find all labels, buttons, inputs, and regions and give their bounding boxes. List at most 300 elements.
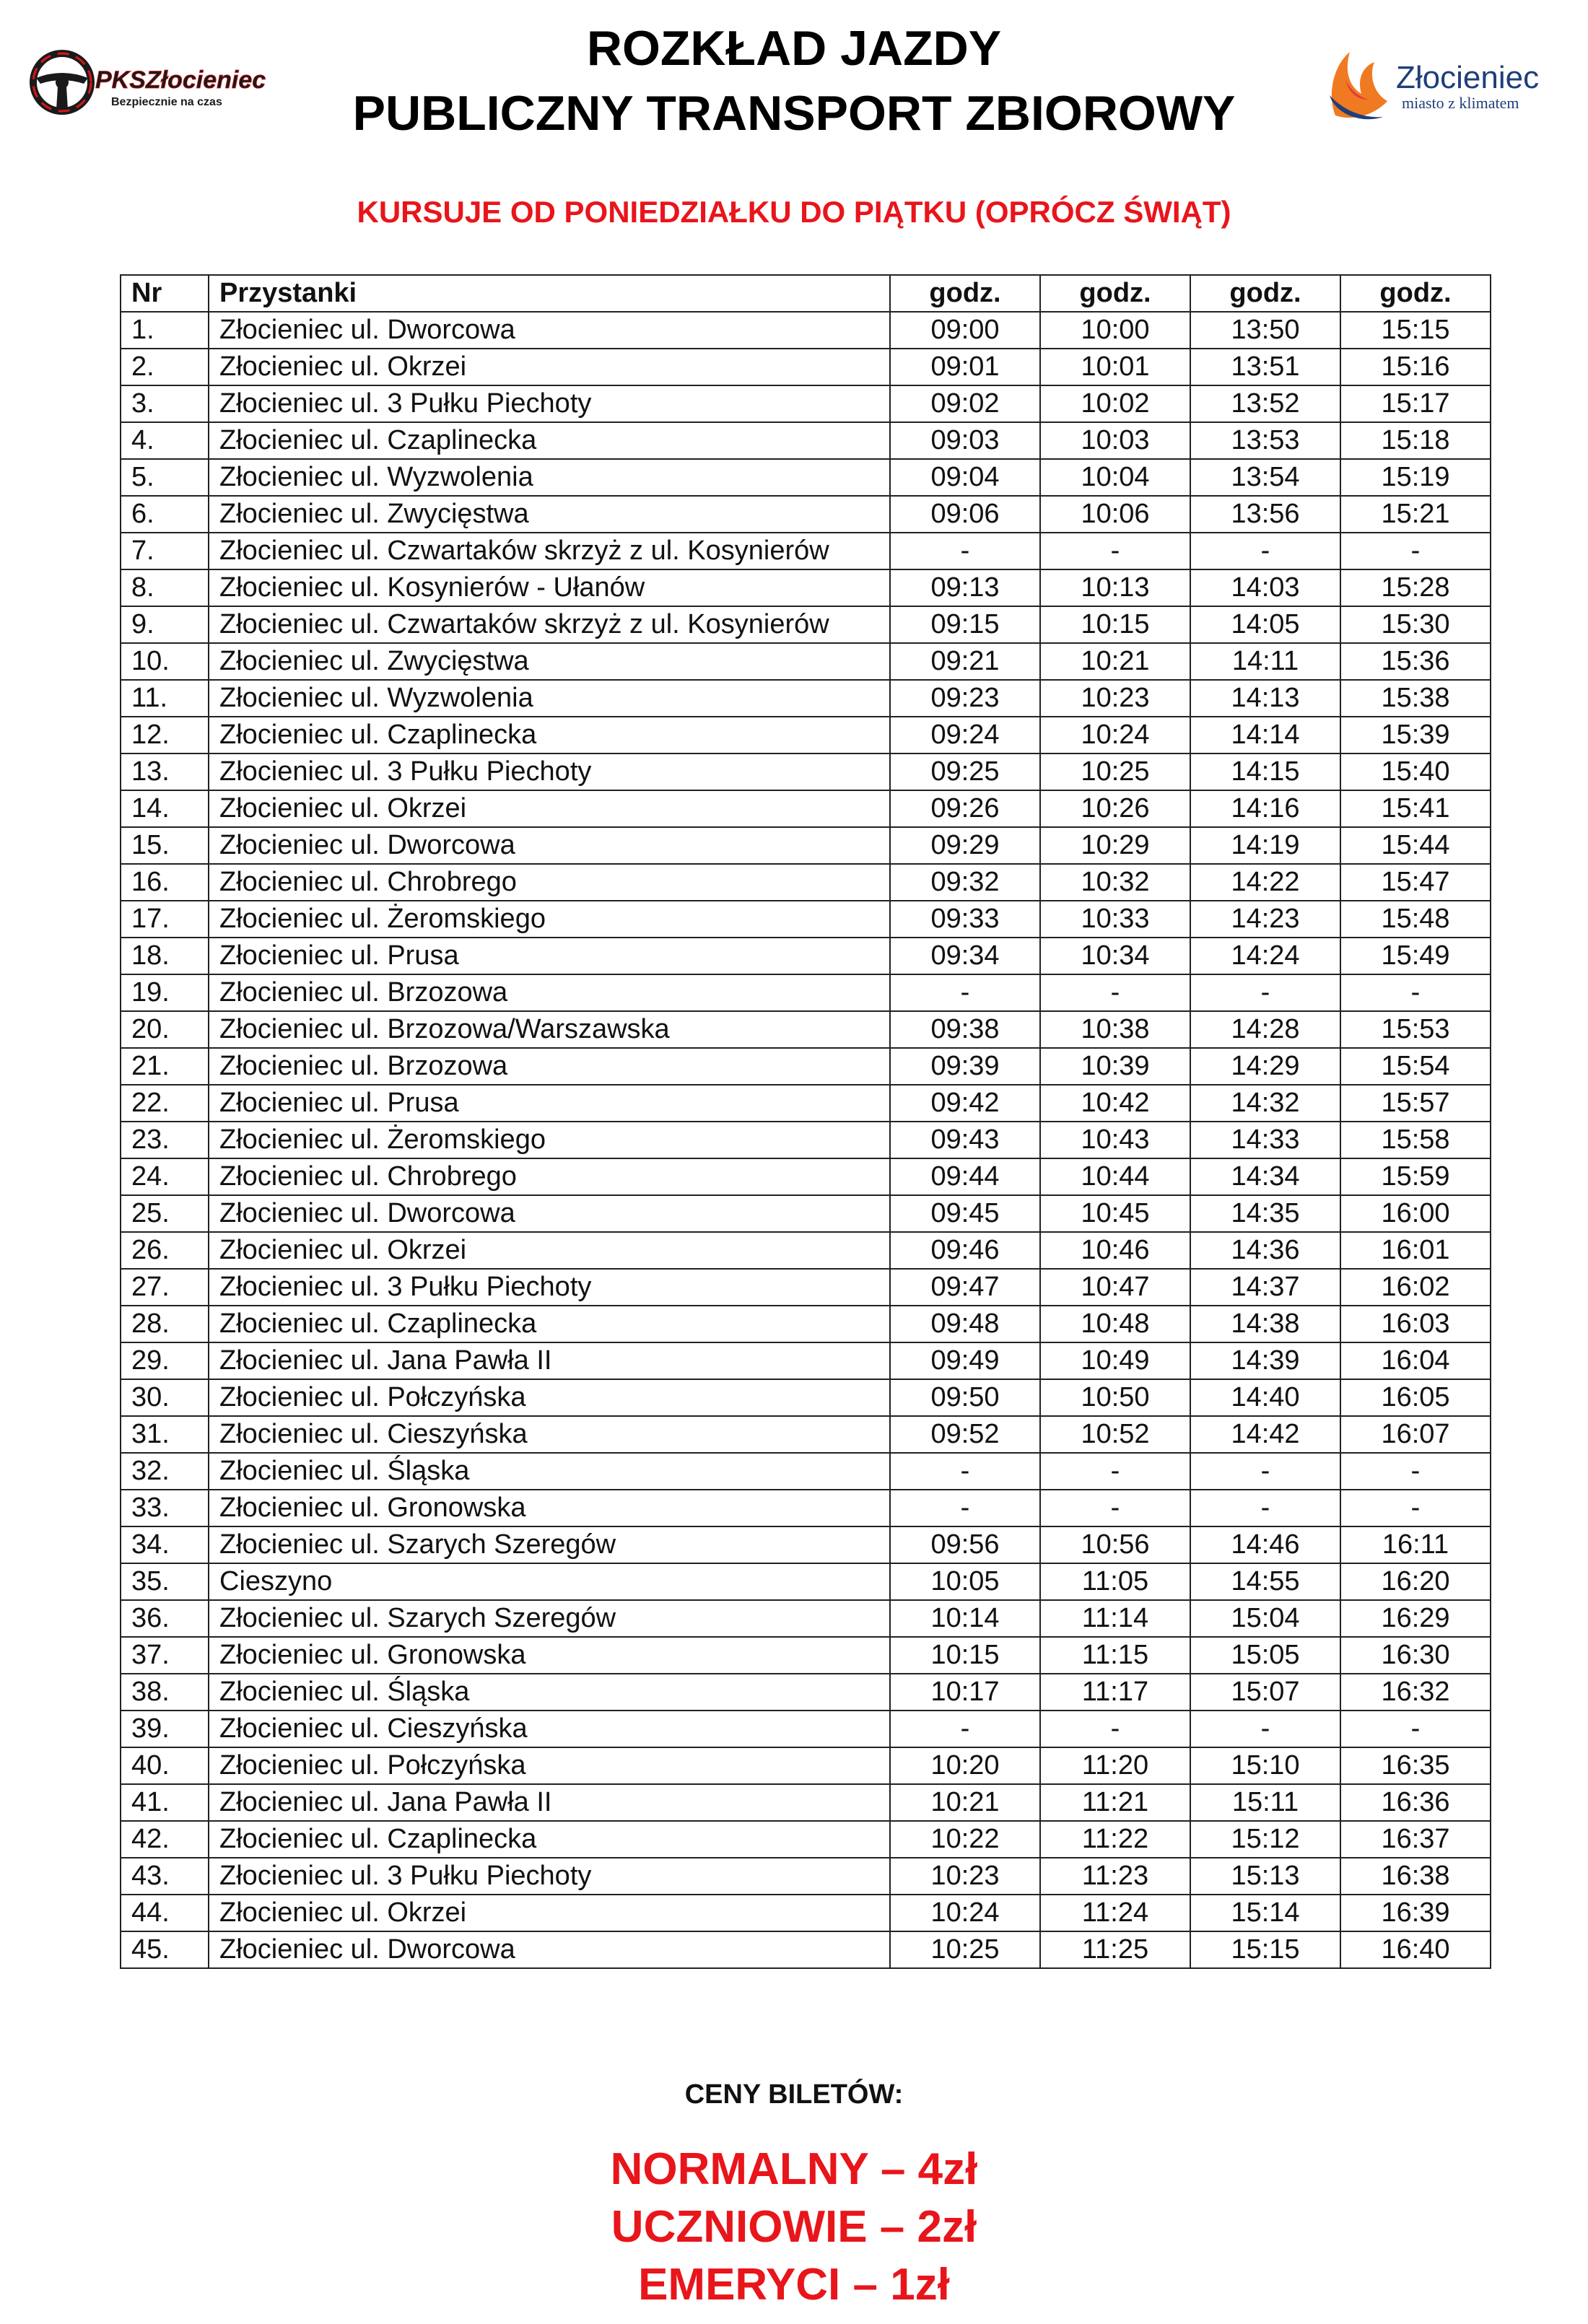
departure-time-3: 14:34	[1190, 1158, 1340, 1195]
departure-time-4: 15:17	[1340, 385, 1491, 422]
table-row	[121, 1711, 1491, 1747]
departure-time-4: 15:21	[1340, 496, 1491, 533]
departure-time-1: 09:43	[890, 1122, 1040, 1158]
row-number: 41.	[121, 1784, 209, 1821]
departure-time-3: 13:51	[1190, 349, 1340, 385]
row-number: 12.	[121, 717, 209, 753]
departure-time-2: 10:56	[1040, 1526, 1190, 1563]
departure-time-2: 10:03	[1040, 422, 1190, 459]
stop-name: Złocieniec ul. Chrobrego	[209, 864, 890, 901]
departure-time-4: 15:41	[1340, 790, 1491, 827]
departure-time-1: 09:33	[890, 901, 1040, 938]
departure-time-3: -	[1190, 533, 1340, 569]
row-number: 28.	[121, 1306, 209, 1342]
departure-time-4: 16:36	[1340, 1784, 1491, 1821]
row-number: 30.	[121, 1379, 209, 1416]
table-row	[121, 349, 1491, 385]
departure-time-1: 09:26	[890, 790, 1040, 827]
pks-logo-slogan: Bezpiecznie na czas	[111, 96, 222, 108]
row-number: 43.	[121, 1858, 209, 1895]
departure-time-4: 15:54	[1340, 1048, 1491, 1085]
row-number: 18.	[121, 938, 209, 974]
row-number: 29.	[121, 1342, 209, 1379]
row-number: 22.	[121, 1085, 209, 1122]
departure-time-1: -	[890, 974, 1040, 1011]
table-row	[121, 606, 1491, 643]
departure-time-3: 15:04	[1190, 1600, 1340, 1637]
table-row	[121, 1269, 1491, 1306]
stop-name: Złocieniec ul. Szarych Szeregów	[209, 1600, 890, 1637]
departure-time-2: -	[1040, 1711, 1190, 1747]
departure-time-4: 15:36	[1340, 643, 1491, 680]
stop-name: Złocieniec ul. Gronowska	[209, 1490, 890, 1526]
table-row	[121, 680, 1491, 717]
row-number: 1.	[121, 312, 209, 349]
table-row	[121, 643, 1491, 680]
departure-time-4: 16:40	[1340, 1931, 1491, 1968]
departure-time-4: 15:44	[1340, 827, 1491, 864]
departure-time-4: 16:29	[1340, 1600, 1491, 1637]
table-row	[121, 1011, 1491, 1048]
row-number: 27.	[121, 1269, 209, 1306]
departure-time-2: 11:25	[1040, 1931, 1190, 1968]
departure-time-4: 15:53	[1340, 1011, 1491, 1048]
departure-time-4: 16:01	[1340, 1232, 1491, 1269]
table-row	[121, 717, 1491, 753]
departure-time-4: 16:04	[1340, 1342, 1491, 1379]
stop-name: Złocieniec ul. Jana Pawła II	[209, 1342, 890, 1379]
row-number: 3.	[121, 385, 209, 422]
stop-name: Złocieniec ul. Połczyńska	[209, 1747, 890, 1784]
departure-time-3: 14:23	[1190, 901, 1340, 938]
stop-name: Złocieniec ul. Prusa	[209, 1085, 890, 1122]
departure-time-3: 15:11	[1190, 1784, 1340, 1821]
departure-time-2: 11:21	[1040, 1784, 1190, 1821]
departure-time-1: 10:15	[890, 1637, 1040, 1674]
departure-time-3: 15:13	[1190, 1858, 1340, 1895]
departure-time-2: 10:26	[1040, 790, 1190, 827]
row-number: 38.	[121, 1674, 209, 1711]
departure-time-2: 10:42	[1040, 1085, 1190, 1122]
row-number: 2.	[121, 349, 209, 385]
page-title-line2: PUBLICZNY TRANSPORT ZBIOROWY	[352, 86, 1236, 141]
departure-time-4: 16:20	[1340, 1563, 1491, 1600]
departure-time-2: 11:20	[1040, 1747, 1190, 1784]
departure-time-4: 15:38	[1340, 680, 1491, 717]
stop-name: Złocieniec ul. Dworcowa	[209, 827, 890, 864]
table-row	[121, 1342, 1491, 1379]
table-row	[121, 1453, 1491, 1490]
departure-time-1: 09:42	[890, 1085, 1040, 1122]
departure-time-3: -	[1190, 1490, 1340, 1526]
table-row	[121, 1158, 1491, 1195]
departure-time-2: -	[1040, 1453, 1190, 1490]
departure-time-1: 10:25	[890, 1931, 1040, 1968]
departure-time-1: 09:04	[890, 459, 1040, 496]
departure-time-3: 14:24	[1190, 938, 1340, 974]
departure-time-3: 13:52	[1190, 385, 1340, 422]
row-number: 16.	[121, 864, 209, 901]
table-row	[121, 1563, 1491, 1600]
departure-time-3: 14:36	[1190, 1232, 1340, 1269]
departure-time-3: 14:14	[1190, 717, 1340, 753]
table-row	[121, 901, 1491, 938]
departure-time-3: 14:55	[1190, 1563, 1340, 1600]
departure-time-1: -	[890, 1711, 1040, 1747]
column-header-nr: Nr	[121, 275, 209, 312]
stop-name: Złocieniec ul. Czaplinecka	[209, 422, 890, 459]
departure-time-2: 10:02	[1040, 385, 1190, 422]
departure-time-1: 09:50	[890, 1379, 1040, 1416]
departure-time-4: 15:57	[1340, 1085, 1491, 1122]
table-row	[121, 312, 1491, 349]
stop-name: Złocieniec ul. Śląska	[209, 1674, 890, 1711]
row-number: 32.	[121, 1453, 209, 1490]
departure-time-4: 16:02	[1340, 1269, 1491, 1306]
stop-name: Złocieniec ul. Dworcowa	[209, 1931, 890, 1968]
table-row	[121, 790, 1491, 827]
stop-name: Złocieniec ul. Czwartaków skrzyż z ul. Kosynierów	[209, 606, 890, 643]
stop-name: Złocieniec ul. Czaplinecka	[209, 1821, 890, 1858]
departure-time-1: 10:05	[890, 1563, 1040, 1600]
departure-time-1: -	[890, 533, 1040, 569]
departure-time-2: -	[1040, 1490, 1190, 1526]
table-row	[121, 1895, 1491, 1931]
departure-time-1: 09:44	[890, 1158, 1040, 1195]
departure-time-2: 10:24	[1040, 717, 1190, 753]
departure-time-3: 14:29	[1190, 1048, 1340, 1085]
departure-time-2: 10:04	[1040, 459, 1190, 496]
departure-time-2: 10:44	[1040, 1158, 1190, 1195]
stop-name: Złocieniec ul. Prusa	[209, 938, 890, 974]
departure-time-2: 10:25	[1040, 753, 1190, 790]
departure-time-3: 15:07	[1190, 1674, 1340, 1711]
table-row	[121, 385, 1491, 422]
departure-time-2: 10:38	[1040, 1011, 1190, 1048]
departure-time-4: 16:38	[1340, 1858, 1491, 1895]
departure-time-1: -	[890, 1490, 1040, 1526]
service-days-note: KURSUJE OD PONIEDZIAŁKU DO PIĄTKU (OPRÓCZ ŚWIĄT)	[357, 195, 1231, 229]
column-header-time-3: godz.	[1190, 275, 1340, 312]
stop-name: Złocieniec ul. Szarych Szeregów	[209, 1526, 890, 1563]
page-title-line1: ROZKŁAD JAZDY	[586, 21, 1002, 76]
row-number: 6.	[121, 496, 209, 533]
stop-name: Złocieniec ul. 3 Pułku Piechoty	[209, 1858, 890, 1895]
table-row	[121, 1195, 1491, 1232]
departure-time-2: 10:01	[1040, 349, 1190, 385]
stop-name: Złocieniec ul. Okrzei	[209, 1895, 890, 1931]
departure-time-3: 14:15	[1190, 753, 1340, 790]
departure-time-1: 09:45	[890, 1195, 1040, 1232]
column-header-stops: Przystanki	[209, 275, 890, 312]
table-row	[121, 1306, 1491, 1342]
column-header-time-1: godz.	[890, 275, 1040, 312]
row-number: 44.	[121, 1895, 209, 1931]
departure-time-2: 10:06	[1040, 496, 1190, 533]
departure-time-3: 14:32	[1190, 1085, 1340, 1122]
departure-time-4: 15:19	[1340, 459, 1491, 496]
stop-name: Złocieniec ul. Żeromskiego	[209, 1122, 890, 1158]
departure-time-1: 09:23	[890, 680, 1040, 717]
departure-time-2: 10:46	[1040, 1232, 1190, 1269]
row-number: 11.	[121, 680, 209, 717]
departure-time-1: 09:48	[890, 1306, 1040, 1342]
stop-name: Złocieniec ul. Brzozowa/Warszawska	[209, 1011, 890, 1048]
departure-time-2: -	[1040, 533, 1190, 569]
departure-time-1: -	[890, 1453, 1040, 1490]
row-number: 8.	[121, 569, 209, 606]
row-number: 26.	[121, 1232, 209, 1269]
departure-time-2: 11:14	[1040, 1600, 1190, 1637]
stop-name: Złocieniec ul. Żeromskiego	[209, 901, 890, 938]
stop-name: Złocieniec ul. Gronowska	[209, 1637, 890, 1674]
row-number: 24.	[121, 1158, 209, 1195]
departure-time-2: 10:50	[1040, 1379, 1190, 1416]
departure-time-2: 10:13	[1040, 569, 1190, 606]
stop-name: Złocieniec ul. Brzozowa	[209, 1048, 890, 1085]
departure-time-3: 13:56	[1190, 496, 1340, 533]
departure-time-2: 11:23	[1040, 1858, 1190, 1895]
departure-time-2: 10:33	[1040, 901, 1190, 938]
departure-time-1: 09:29	[890, 827, 1040, 864]
departure-time-3: 14:42	[1190, 1416, 1340, 1453]
departure-time-3: 15:10	[1190, 1747, 1340, 1784]
stop-name: Złocieniec ul. Zwycięstwa	[209, 643, 890, 680]
departure-time-3: 14:39	[1190, 1342, 1340, 1379]
departure-time-3: 14:11	[1190, 643, 1340, 680]
departure-time-2: 10:32	[1040, 864, 1190, 901]
row-number: 21.	[121, 1048, 209, 1085]
departure-time-2: 10:48	[1040, 1306, 1190, 1342]
row-number: 13.	[121, 753, 209, 790]
departure-time-3: 14:37	[1190, 1269, 1340, 1306]
departure-time-2: 10:45	[1040, 1195, 1190, 1232]
departure-time-3: 14:40	[1190, 1379, 1340, 1416]
row-number: 5.	[121, 459, 209, 496]
stop-name: Złocieniec ul. Brzozowa	[209, 974, 890, 1011]
row-number: 9.	[121, 606, 209, 643]
departure-time-4: 15:39	[1340, 717, 1491, 753]
departure-time-3: 14:35	[1190, 1195, 1340, 1232]
departure-time-4: 15:59	[1340, 1158, 1491, 1195]
departure-time-4: -	[1340, 1490, 1491, 1526]
table-row	[121, 1379, 1491, 1416]
departure-time-4: 15:30	[1340, 606, 1491, 643]
departure-time-1: 10:14	[890, 1600, 1040, 1637]
departure-time-3: 14:46	[1190, 1526, 1340, 1563]
departure-time-3: 14:19	[1190, 827, 1340, 864]
table-row	[121, 569, 1491, 606]
departure-time-2: 10:23	[1040, 680, 1190, 717]
table-row	[121, 1637, 1491, 1674]
departure-time-1: 10:23	[890, 1858, 1040, 1895]
departure-time-2: 11:17	[1040, 1674, 1190, 1711]
departure-time-2: -	[1040, 974, 1190, 1011]
stop-name: Złocieniec ul. Cieszyńska	[209, 1711, 890, 1747]
table-row	[121, 1085, 1491, 1122]
departure-time-3: 15:14	[1190, 1895, 1340, 1931]
stop-name: Cieszyno	[209, 1563, 890, 1600]
row-number: 4.	[121, 422, 209, 459]
departure-time-4: 15:18	[1340, 422, 1491, 459]
departure-time-2: 10:49	[1040, 1342, 1190, 1379]
departure-time-3: 13:54	[1190, 459, 1340, 496]
departure-time-1: 09:00	[890, 312, 1040, 349]
departure-time-1: 09:24	[890, 717, 1040, 753]
table-row	[121, 864, 1491, 901]
departure-time-4: 15:48	[1340, 901, 1491, 938]
departure-time-4: 16:39	[1340, 1895, 1491, 1931]
departure-time-2: 10:52	[1040, 1416, 1190, 1453]
stop-name: Złocieniec ul. Okrzei	[209, 790, 890, 827]
stop-name: Złocieniec ul. Okrzei	[209, 1232, 890, 1269]
city-logo-tagline: miasto z klimatem	[1402, 94, 1519, 112]
departure-time-3: 14:13	[1190, 680, 1340, 717]
departure-time-4: -	[1340, 1453, 1491, 1490]
table-row	[121, 827, 1491, 864]
departure-time-2: 10:43	[1040, 1122, 1190, 1158]
departure-time-1: 09:56	[890, 1526, 1040, 1563]
departure-time-2: 11:15	[1040, 1637, 1190, 1674]
stop-name: Złocieniec ul. Dworcowa	[209, 1195, 890, 1232]
city-logo-name: Złocieniec	[1396, 60, 1540, 95]
table-row	[121, 1600, 1491, 1637]
departure-time-4: 15:49	[1340, 938, 1491, 974]
stop-name: Złocieniec ul. Okrzei	[209, 349, 890, 385]
departure-time-1: 10:20	[890, 1747, 1040, 1784]
table-row	[121, 938, 1491, 974]
departure-time-3: 14:05	[1190, 606, 1340, 643]
departure-time-1: 09:47	[890, 1269, 1040, 1306]
row-number: 25.	[121, 1195, 209, 1232]
row-number: 37.	[121, 1637, 209, 1674]
departure-time-4: -	[1340, 533, 1491, 569]
column-header-time-2: godz.	[1040, 275, 1190, 312]
departure-time-1: 09:25	[890, 753, 1040, 790]
table-row	[121, 1674, 1491, 1711]
departure-time-4: 15:16	[1340, 349, 1491, 385]
row-number: 31.	[121, 1416, 209, 1453]
departure-time-1: 10:22	[890, 1821, 1040, 1858]
price-seniors: EMERYCI – 1zł	[638, 2260, 950, 2310]
departure-time-4: -	[1340, 1711, 1491, 1747]
departure-time-3: 14:38	[1190, 1306, 1340, 1342]
departure-time-4: 15:58	[1340, 1122, 1491, 1158]
departure-time-3: -	[1190, 974, 1340, 1011]
departure-time-2: 10:21	[1040, 643, 1190, 680]
departure-time-1: 09:02	[890, 385, 1040, 422]
stop-name: Złocieniec ul. Zwycięstwa	[209, 496, 890, 533]
table-row	[121, 1232, 1491, 1269]
stop-name: Złocieniec ul. Chrobrego	[209, 1158, 890, 1195]
price-students: UCZNIOWIE – 2zł	[611, 2202, 977, 2252]
timetable-header-row	[121, 275, 1491, 312]
departure-time-4: 15:47	[1340, 864, 1491, 901]
row-number: 23.	[121, 1122, 209, 1158]
row-number: 20.	[121, 1011, 209, 1048]
stop-name: Złocieniec ul. Kosynierów - Ułanów	[209, 569, 890, 606]
departure-time-1: 09:52	[890, 1416, 1040, 1453]
departure-time-4: 16:35	[1340, 1747, 1491, 1784]
row-number: 10.	[121, 643, 209, 680]
departure-time-1: 09:21	[890, 643, 1040, 680]
departure-time-1: 09:32	[890, 864, 1040, 901]
stop-name: Złocieniec ul. 3 Pułku Piechoty	[209, 1269, 890, 1306]
departure-time-1: 09:01	[890, 349, 1040, 385]
departure-time-2: 10:34	[1040, 938, 1190, 974]
departure-time-1: 10:21	[890, 1784, 1040, 1821]
table-row	[121, 1416, 1491, 1453]
table-row	[121, 533, 1491, 569]
timetable	[120, 274, 1491, 1969]
departure-time-4: 16:00	[1340, 1195, 1491, 1232]
departure-time-2: 10:39	[1040, 1048, 1190, 1085]
row-number: 40.	[121, 1747, 209, 1784]
table-row	[121, 974, 1491, 1011]
departure-time-3: -	[1190, 1711, 1340, 1747]
stop-name: Złocieniec ul. Czaplinecka	[209, 1306, 890, 1342]
departure-time-4: 16:30	[1340, 1637, 1491, 1674]
table-row	[121, 496, 1491, 533]
departure-time-1: 09:38	[890, 1011, 1040, 1048]
departure-time-3: 14:03	[1190, 569, 1340, 606]
row-number: 14.	[121, 790, 209, 827]
stop-name: Złocieniec ul. 3 Pułku Piechoty	[209, 385, 890, 422]
departure-time-3: 15:12	[1190, 1821, 1340, 1858]
column-header-time-4: godz.	[1340, 275, 1491, 312]
departure-time-1: 09:46	[890, 1232, 1040, 1269]
departure-time-2: 10:29	[1040, 827, 1190, 864]
departure-time-4: 16:05	[1340, 1379, 1491, 1416]
departure-time-1: 09:39	[890, 1048, 1040, 1085]
departure-time-4: 16:11	[1340, 1526, 1491, 1563]
row-number: 17.	[121, 901, 209, 938]
departure-time-2: 10:00	[1040, 312, 1190, 349]
table-row	[121, 1490, 1491, 1526]
row-number: 34.	[121, 1526, 209, 1563]
departure-time-1: 10:24	[890, 1895, 1040, 1931]
table-row	[121, 1122, 1491, 1158]
row-number: 33.	[121, 1490, 209, 1526]
departure-time-3: 13:50	[1190, 312, 1340, 349]
departure-time-4: 16:03	[1340, 1306, 1491, 1342]
departure-time-4: 15:28	[1340, 569, 1491, 606]
departure-time-1: 09:34	[890, 938, 1040, 974]
stop-name: Złocieniec ul. Śląska	[209, 1453, 890, 1490]
departure-time-3: -	[1190, 1453, 1340, 1490]
table-row	[121, 1784, 1491, 1821]
stop-name: Złocieniec ul. 3 Pułku Piechoty	[209, 753, 890, 790]
departure-time-1: 09:13	[890, 569, 1040, 606]
departure-time-4: -	[1340, 974, 1491, 1011]
row-number: 42.	[121, 1821, 209, 1858]
departure-time-3: 15:05	[1190, 1637, 1340, 1674]
departure-time-3: 13:53	[1190, 422, 1340, 459]
pks-logo-text: PKSZłocieniec	[95, 66, 266, 94]
departure-time-2: 10:15	[1040, 606, 1190, 643]
row-number: 35.	[121, 1563, 209, 1600]
table-row	[121, 422, 1491, 459]
departure-time-4: 16:37	[1340, 1821, 1491, 1858]
stop-name: Złocieniec ul. Czwartaków skrzyż z ul. Kosynierów	[209, 533, 890, 569]
stop-name: Złocieniec ul. Czaplinecka	[209, 717, 890, 753]
row-number: 39.	[121, 1711, 209, 1747]
stop-name: Złocieniec ul. Połczyńska	[209, 1379, 890, 1416]
departure-time-4: 15:15	[1340, 312, 1491, 349]
row-number: 36.	[121, 1600, 209, 1637]
departure-time-4: 16:07	[1340, 1416, 1491, 1453]
table-row	[121, 1048, 1491, 1085]
